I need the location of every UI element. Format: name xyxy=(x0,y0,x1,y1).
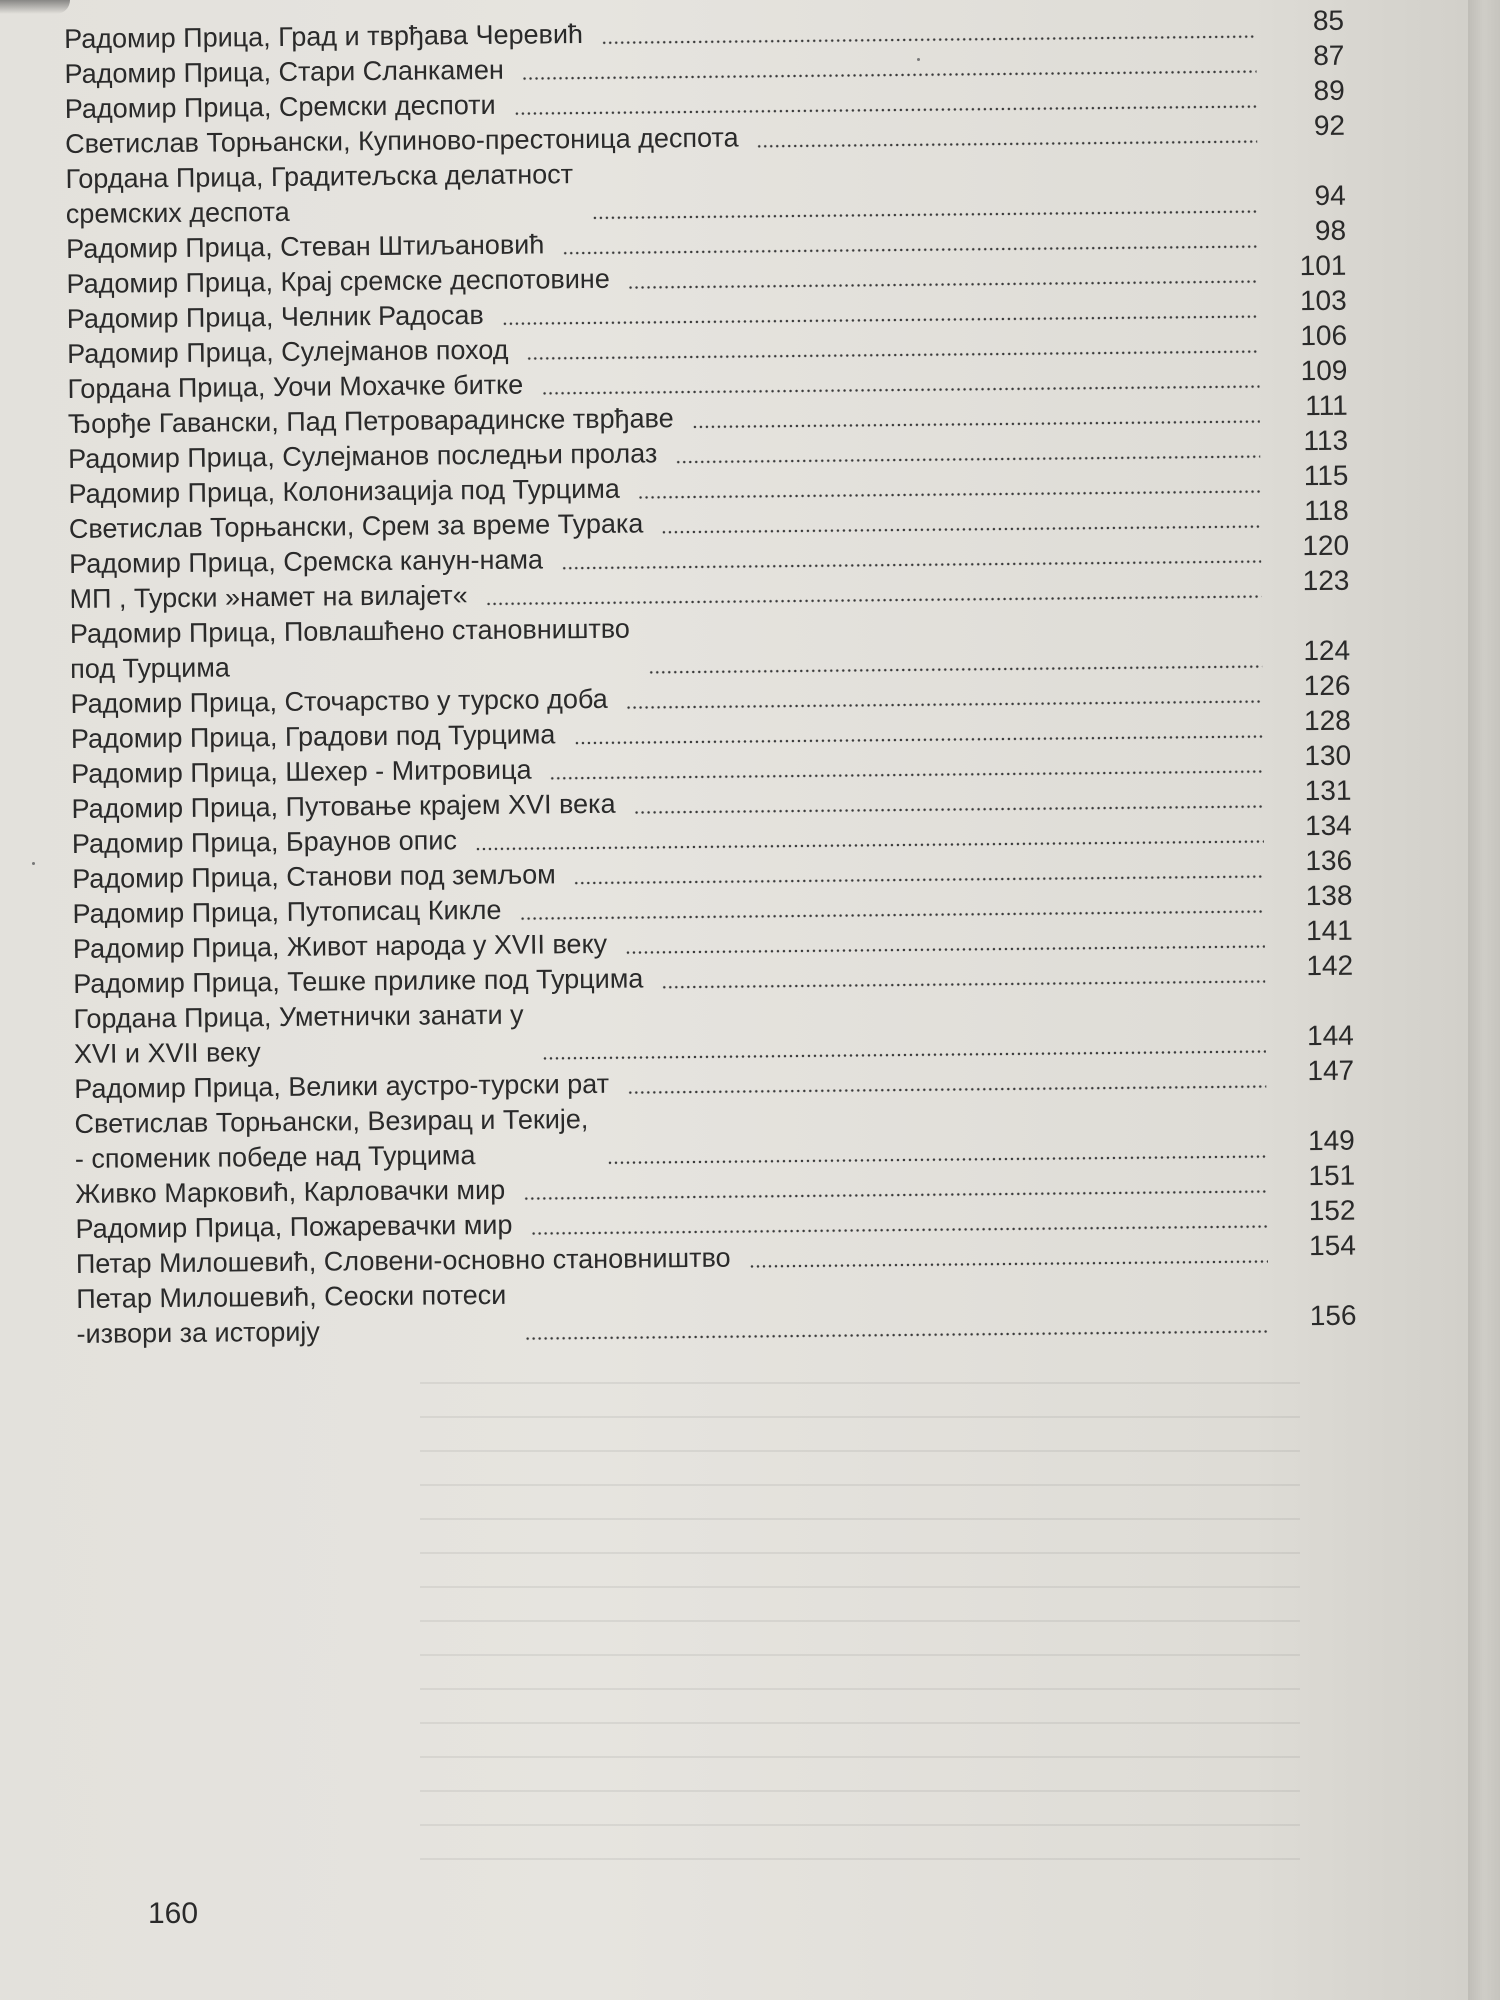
dot-leader xyxy=(541,385,1259,396)
corner-shadow xyxy=(0,0,70,14)
toc-entry-text xyxy=(74,1067,609,1107)
toc-entry-text xyxy=(69,542,543,582)
toc-entry xyxy=(76,1270,1357,1352)
toc-entry-title-line: Радомир Прица, Велики аустро-турски рат xyxy=(74,1068,610,1104)
dot-leader xyxy=(522,70,1257,81)
toc-entry-title-line: Радомир Прица, Браунов опис xyxy=(71,825,458,859)
toc-entry xyxy=(70,605,1351,687)
toc-entry-title-line: Радомир Прица, Град и тврђава Черевић xyxy=(64,19,584,54)
toc-page-number: 120 xyxy=(1302,529,1350,562)
toc-page-number: 131 xyxy=(1304,774,1352,807)
toc-entry-text xyxy=(68,436,657,477)
toc-entry-title-line: Гордана Прица, Уочи Мохачке битке xyxy=(67,369,524,404)
toc-page-number: 144 xyxy=(1306,1019,1354,1052)
toc-entry-title-line: под Турцима xyxy=(70,652,230,684)
toc-entry-title-line: Радомир Прица, Повлашћено становништво xyxy=(69,613,631,649)
toc-entry-title-line: Радомир Прица, Стеван Штиљановић xyxy=(66,229,545,264)
toc-entry-text xyxy=(69,578,467,617)
dot-leader xyxy=(542,1050,1266,1061)
dot-leader xyxy=(573,735,1263,746)
table-of-contents xyxy=(64,4,1357,1352)
toc-entry-title-line: - споменик победе над Турцима xyxy=(74,1140,476,1174)
toc-entry-text xyxy=(71,717,556,757)
toc-entry-title-line: Радомир Прица, Путописац Кикле xyxy=(72,894,502,929)
toc-page-number: 106 xyxy=(1300,319,1348,352)
toc-entry-lead xyxy=(76,1270,1287,1352)
toc-entry-text xyxy=(72,857,556,897)
toc-page-number: 149 xyxy=(1307,1124,1355,1157)
toc-entry-title-line: Радомир Прица, Живот народа у XVII веку xyxy=(72,928,608,964)
dot-leader xyxy=(520,910,1265,921)
toc-entry-text xyxy=(73,961,643,1001)
toc-entry-text xyxy=(71,753,532,792)
toc-entry xyxy=(73,990,1354,1072)
toc-page-number: 103 xyxy=(1299,284,1347,317)
dot-leader xyxy=(527,350,1260,361)
toc-page-number: 89 xyxy=(1313,74,1345,107)
page-folio: 160 xyxy=(148,1897,199,1930)
toc-entry-title-line: Радомир Прица, Пожаревачки мир xyxy=(75,1209,513,1244)
toc-entry-text xyxy=(76,1278,507,1352)
toc-entry-text xyxy=(66,262,610,302)
toc-entry-lead xyxy=(73,990,1284,1072)
dot-leader xyxy=(607,1155,1267,1165)
toc-page-number: 156 xyxy=(1309,1299,1357,1332)
dot-leader xyxy=(625,945,1265,955)
toc-entry-title-line: Радомир Прица, Шехер - Митровица xyxy=(71,754,532,789)
toc-entry-title-line: Радомир Прица, Тешке прилике под Турцима xyxy=(73,963,644,999)
dot-leader xyxy=(601,35,1256,45)
toc-page-number: 126 xyxy=(1303,669,1351,702)
toc-entry-text xyxy=(73,927,608,967)
toc-entry-text xyxy=(71,787,615,827)
paper-speck xyxy=(917,58,920,61)
dot-leader xyxy=(626,700,1263,710)
dot-leader xyxy=(634,805,1264,815)
toc-page-number: 152 xyxy=(1308,1194,1356,1227)
dot-leader xyxy=(475,840,1264,852)
toc-entry-title-line: Радомир Прица, Путовање крајем XVI века xyxy=(71,788,616,824)
toc-entry-text xyxy=(68,472,620,512)
toc-entry-lead xyxy=(65,150,1276,232)
dot-leader xyxy=(628,280,1259,290)
toc-entry-lead xyxy=(70,605,1281,687)
toc-page-number: 101 xyxy=(1299,249,1347,282)
dot-leader xyxy=(550,770,1264,781)
toc-entry-title-line: Живко Марковић, Карловачки мир xyxy=(75,1174,506,1209)
dot-leader xyxy=(661,525,1261,535)
toc-entry-text xyxy=(65,88,496,127)
page-edge xyxy=(1468,0,1500,2000)
toc-page-number: 118 xyxy=(1303,494,1349,527)
toc-entry-title-line: Радомир Прица, Станови под земљом xyxy=(72,859,556,894)
toc-entry-title-line: Гордана Прица, Градитељска делатност xyxy=(65,159,574,194)
toc-page-number: 136 xyxy=(1305,844,1353,877)
toc-entry-text xyxy=(75,1173,505,1212)
toc-entry xyxy=(65,150,1346,232)
toc-entry-text xyxy=(70,612,631,687)
toc-page-number: 92 xyxy=(1313,109,1346,142)
toc-entry-title-line: Петар Милошевић, Словени-основно становништво xyxy=(75,1242,731,1279)
toc-entry-text xyxy=(67,298,484,337)
toc-entry-text xyxy=(65,157,573,232)
toc-entry-text xyxy=(67,368,523,407)
dot-leader xyxy=(523,1190,1267,1201)
toc-entry-text xyxy=(75,1208,512,1247)
dot-leader xyxy=(648,665,1262,675)
toc-entry-title-line: Гордана Прица, Уметнички занати у xyxy=(73,999,524,1034)
toc-entry-text xyxy=(68,401,674,442)
toc-page-number: 113 xyxy=(1303,424,1349,457)
toc-entry-title-line: Радомир Прица, Стари Сланкамен xyxy=(64,54,504,89)
toc-page-number: 138 xyxy=(1305,879,1353,912)
dot-leader xyxy=(749,1260,1268,1269)
toc-page-number: 154 xyxy=(1308,1229,1356,1262)
toc-entry-text xyxy=(64,53,504,92)
toc-entry-title-line: МП , Турски »намет на вилајет« xyxy=(69,580,468,614)
toc-entry-title-line: Радомир Прица, Градови под Турцима xyxy=(70,719,556,754)
toc-entry-title-line: Светислав Торњански, Купиново-престоница деспота xyxy=(65,122,739,159)
dot-leader xyxy=(661,980,1265,990)
toc-entry-title-line: Светислав Торњански, Везирац и Текије, xyxy=(74,1104,589,1139)
dot-leader xyxy=(486,595,1262,606)
toc-page-number: 109 xyxy=(1300,354,1348,387)
toc-entry-text xyxy=(66,227,544,267)
dot-leader xyxy=(757,140,1258,149)
toc-entry-title-line: сремских деспота xyxy=(65,196,290,229)
dot-leader xyxy=(562,245,1258,256)
toc-entry-text xyxy=(69,506,644,547)
toc-entry-title-line: Радомир Прица, Сремска канун-нама xyxy=(69,544,544,579)
dot-leader xyxy=(574,875,1265,886)
dot-leader xyxy=(627,1085,1266,1095)
toc-entry-title-line: Радомир Прица, Крај сремске деспотовине xyxy=(66,263,610,299)
toc-entry-lead xyxy=(74,1095,1285,1177)
show-through-text xyxy=(420,1360,1300,1880)
toc-entry-title-line: Светислав Торњански, Срем за време Турака xyxy=(68,508,644,544)
toc-page-number: 123 xyxy=(1302,564,1350,597)
toc-entry-title-line: Радомир Прица, Сточарство у турско доба xyxy=(70,683,608,719)
toc-entry-title-line: Радомир Прица, Челник Радосав xyxy=(66,299,484,334)
toc-entry-title-line: XVI и XVII веку xyxy=(73,1037,261,1069)
toc-entry xyxy=(74,1095,1355,1177)
toc-entry-text xyxy=(72,893,501,932)
toc-entry-text xyxy=(67,333,509,372)
toc-entry-text xyxy=(73,998,524,1072)
toc-page-number: 128 xyxy=(1303,704,1351,737)
dot-leader xyxy=(531,1225,1268,1236)
paper-speck xyxy=(32,862,35,865)
toc-page-number: 142 xyxy=(1306,949,1354,982)
toc-page-number: 85 xyxy=(1312,4,1345,37)
toc-entry-title-line: -извори за историју xyxy=(76,1316,320,1349)
toc-page-number: 147 xyxy=(1307,1054,1355,1087)
toc-page-number: 115 xyxy=(1303,459,1349,492)
toc-entry-text xyxy=(70,682,608,722)
toc-page-number: 94 xyxy=(1314,179,1346,212)
toc-entry-text xyxy=(72,823,457,862)
toc-entry-title-line: Радомир Прица, Сулејманов поход xyxy=(67,334,509,369)
toc-page-number: 151 xyxy=(1308,1159,1356,1192)
dot-leader xyxy=(502,315,1259,326)
dot-leader xyxy=(675,455,1260,465)
toc-entry-text xyxy=(64,17,583,57)
toc-page-number: 111 xyxy=(1305,389,1348,422)
dot-leader xyxy=(514,105,1257,116)
dot-leader xyxy=(692,420,1260,429)
dot-leader xyxy=(638,490,1261,500)
toc-page-number: 98 xyxy=(1314,214,1347,247)
dot-leader xyxy=(561,560,1261,571)
toc-page-number: 134 xyxy=(1304,809,1352,842)
toc-entry-title-line: Радомир Прица, Сремски деспоти xyxy=(64,89,496,124)
toc-entry-title-line: Ђорђе Гавански, Пад Петроварадинске тврђаве xyxy=(67,403,674,439)
toc-entry-text xyxy=(74,1102,588,1177)
toc-page-number: 87 xyxy=(1313,39,1345,72)
toc-page-number: 141 xyxy=(1305,914,1353,947)
toc-entry-title-line: Радомир Прица, Колонизација под Турцима xyxy=(68,473,620,509)
toc-page-number: 124 xyxy=(1303,634,1351,667)
toc-page-number: 130 xyxy=(1304,739,1352,772)
toc-entry-title-line: Петар Милошевић, Сеоски потеси xyxy=(76,1279,507,1314)
dot-leader xyxy=(591,210,1257,220)
toc-entry-title-line: Радомир Прица, Сулејманов последњи пролаз xyxy=(68,438,658,474)
dot-leader xyxy=(525,1329,1269,1340)
